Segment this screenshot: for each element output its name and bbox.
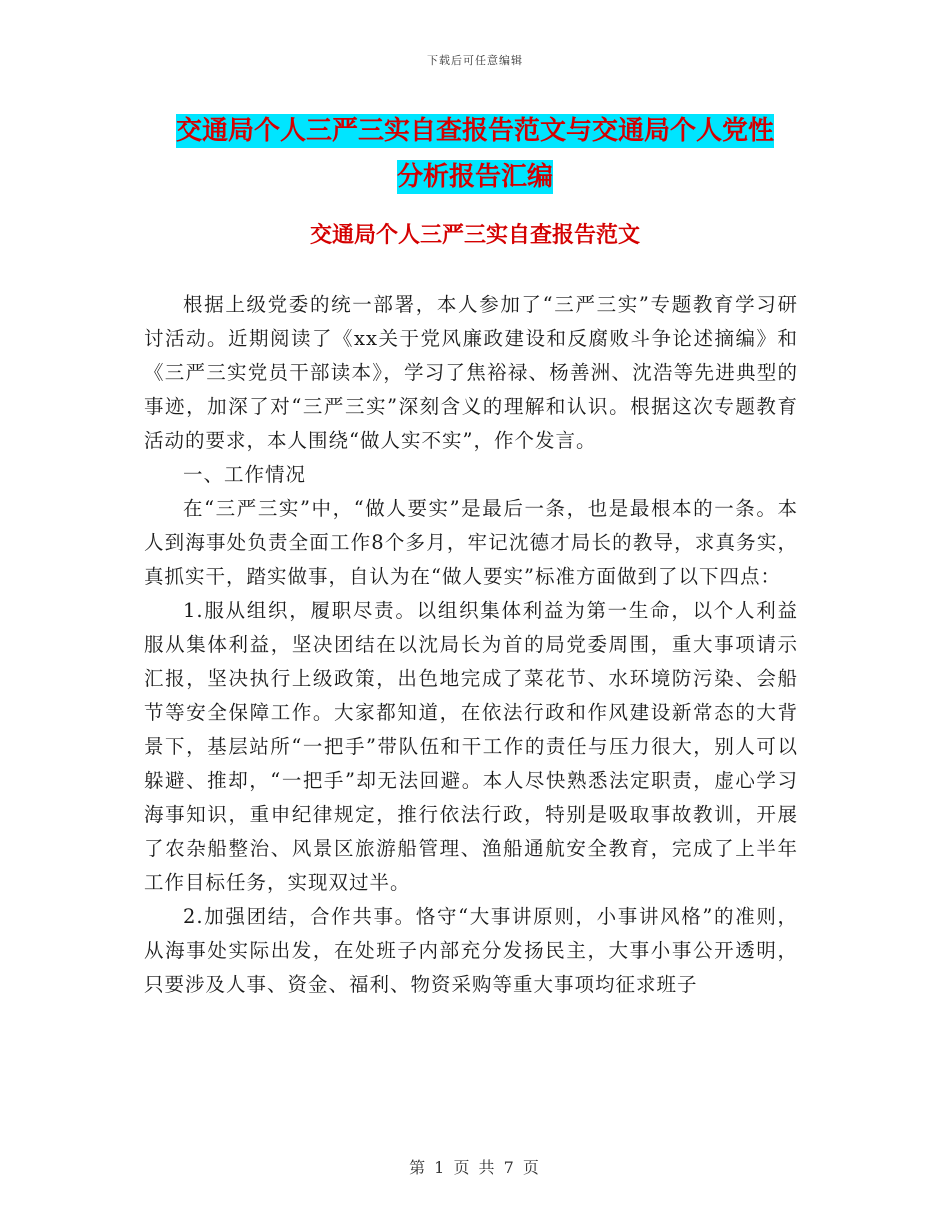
document-body (144, 288, 798, 1002)
section-title: 交通局个人三严三实自查报告范文 (309, 223, 640, 248)
paragraph: 根据上级党委的统一部署，本人参加了“三严三实”专题教育学习研讨活动。近期阅读了《xx关于党风廉政建设和反腐败斗争论述摘编》和《三严三实党员干部读本》，学习了焦裕禄、杨善洲、沈浩等先进典型的事迹，加深了对“三严三实”深刻含义的理解和认识。根据这次专题教育活动的要求，本人围绕“做人实不实”，作个发言。 (144, 293, 798, 452)
paragraph-heading: 一、工作情况 (183, 463, 307, 486)
paragraph: 1.服从组织，履职尽责。以组织集体利益为第一生命，以个人利益服从集体利益，坚决团结在以沈局长为首的局党委周围，重大事项请示汇报，坚决执行上级政策，出色地完成了菜花节、水环境防污染、会船节等安全保障工作。大家都知道，在依法行政和作风建设新常态的大背景下，基层站所“一把手”带队伍和干工作的责任与压力很大，别人可以躲避、推却，“一把手”却无法回避。本人尽快熟悉法定职责，虚心学习海事知识，重申纪律规定，推行依法行政，特别是吸取事故教训，开展了农杂船整治、风景区旅游船管理、渔船通航安全教育，完成了上半年工作目标任务，实现双过半。 (144, 599, 798, 894)
paragraph: 2.加强团结，合作共事。恪守“大事讲原则，小事讲风格”的准则，从海事处实际出发，在处班子内部充分发扬民主，大事小事公开透明，只要涉及人事、资金、福利、物资采购等重大事项均征求班子 (144, 905, 798, 996)
paragraph: 在“三严三实”中，“做人要实”是最后一条，也是最根本的一条。本人到海事处负责全面工作8个多月，牢记沈德才局长的教导，求真务实，真抓实干，踏实做事，自认为在“做人要实”标准方面做到了以下四点： (144, 497, 798, 588)
page-footer: 第 1 页 共 7 页 (409, 1158, 541, 1177)
document-title-line-1: 交通局个人三严三实自查报告范文与交通局个人党性 (175, 116, 774, 146)
document-title (140, 108, 810, 200)
page-header-note: 下载后可任意编辑 (427, 54, 523, 67)
document-title-line-2: 分析报告汇编 (396, 162, 553, 192)
